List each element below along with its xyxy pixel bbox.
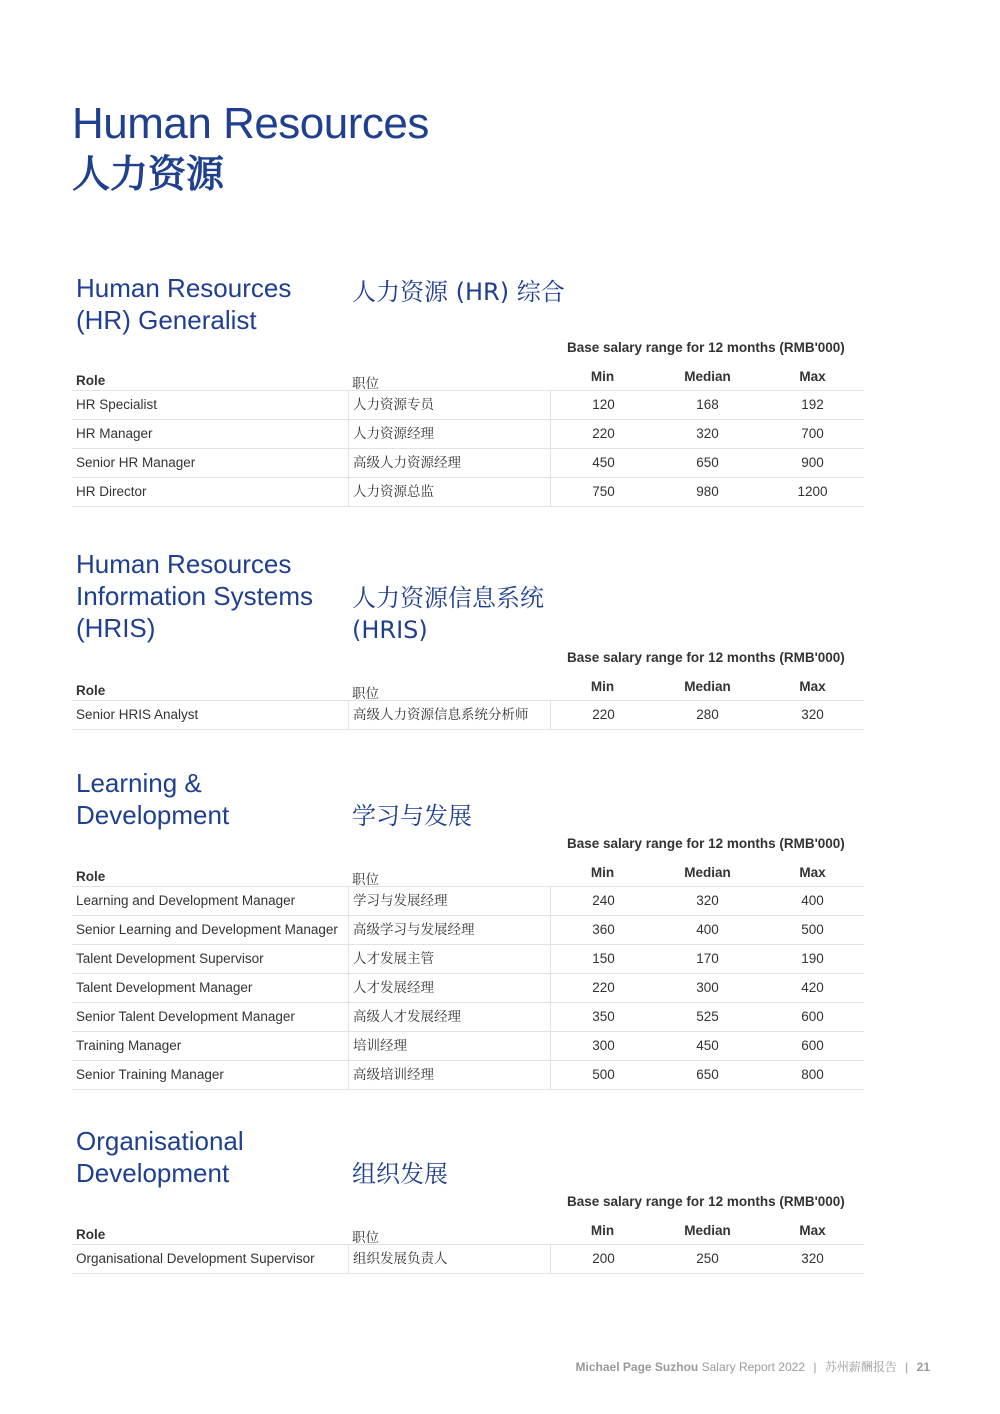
table-row: [72, 1245, 864, 1274]
section-title-chinese: 人力资源 (HR) 综合: [352, 278, 565, 306]
column-header-max: Max: [799, 369, 826, 384]
median-cell: 450: [696, 1038, 719, 1053]
max-cell: 800: [801, 1067, 824, 1082]
column-header-min: Min: [590, 369, 615, 384]
page-title: Human Resources: [72, 99, 429, 148]
table-row: [72, 449, 864, 478]
median-cell: 525: [696, 1009, 719, 1024]
role-cell: HR Specialist: [76, 397, 158, 412]
role-chinese-cell: 培训经理: [348, 1032, 555, 1060]
max-cell: 320: [801, 1251, 824, 1266]
role-cell: Senior Training Manager: [76, 1067, 224, 1082]
column-header-role: Role: [76, 683, 106, 698]
role-chinese-cell: 组织发展负责人: [348, 1245, 555, 1273]
max-cell: 700: [801, 426, 824, 441]
role-cell: Learning and Development Manager: [76, 893, 296, 908]
min-cell: 220: [550, 974, 656, 1002]
table-row: [72, 916, 864, 945]
max-cell: 1200: [797, 484, 828, 499]
min-cell: 750: [550, 478, 656, 506]
median-cell: 168: [696, 397, 719, 412]
salary-range-caption: Base salary range for 12 months (RMB'000): [567, 836, 845, 851]
role-chinese-cell: 高级人才发展经理: [348, 1003, 555, 1031]
max-cell: 500: [801, 922, 824, 937]
column-header-median: Median: [684, 865, 731, 880]
column-header-min: Min: [590, 679, 615, 694]
table-row: [72, 391, 864, 420]
max-cell: 420: [801, 980, 824, 995]
section-title-chinese: 学习与发展: [352, 802, 472, 830]
column-header-median: Median: [684, 369, 731, 384]
role-chinese-cell: 人才发展经理: [348, 974, 555, 1002]
salary-table: [72, 886, 864, 1090]
salary-table: [72, 700, 864, 730]
min-cell: 500: [550, 1061, 656, 1089]
page-title-chinese: 人力资源: [72, 152, 225, 196]
min-cell: 300: [550, 1032, 656, 1060]
section-title-chinese: 组织发展: [352, 1160, 448, 1188]
section-title: Human Resources (HR) Generalist: [76, 273, 292, 335]
column-header-role-chinese: 职位: [352, 1230, 379, 1246]
table-row: [72, 1003, 864, 1032]
column-header-min: Min: [590, 1223, 615, 1238]
table-row: [72, 1061, 864, 1090]
column-header-role: Role: [76, 869, 106, 884]
role-cell: Senior Talent Development Manager: [76, 1009, 295, 1024]
salary-table: [72, 1244, 864, 1274]
table-row: [72, 420, 864, 449]
footer-report-title-chinese: 苏州薪酬报告: [824, 1360, 897, 1374]
role-cell: Talent Development Manager: [76, 980, 253, 995]
role-chinese-cell: 人力资源专员: [348, 391, 555, 419]
max-cell: 900: [801, 455, 824, 470]
table-row: [72, 1032, 864, 1061]
column-header-max: Max: [799, 865, 826, 880]
column-header-max: Max: [799, 1223, 826, 1238]
section-title-chinese: 人力资源信息系统 (HRIS): [352, 584, 544, 644]
median-cell: 300: [696, 980, 719, 995]
role-chinese-cell: 学习与发展经理: [348, 887, 555, 915]
role-cell: HR Director: [76, 484, 147, 499]
salary-range-caption: Base salary range for 12 months (RMB'000): [567, 650, 845, 665]
section-title: Learning & Development: [76, 768, 230, 830]
min-cell: 120: [550, 391, 656, 419]
table-row: [72, 974, 864, 1003]
salary-range-caption: Base salary range for 12 months (RMB'000): [567, 1194, 845, 1209]
column-header-max: Max: [799, 679, 826, 694]
min-cell: 220: [550, 420, 656, 448]
column-header-role: Role: [76, 373, 106, 388]
role-cell: Senior HRIS Analyst: [76, 707, 199, 722]
footer-brand: Michael Page Suzhou: [575, 1360, 699, 1374]
max-cell: 600: [801, 1038, 824, 1053]
max-cell: 190: [801, 951, 824, 966]
max-cell: 600: [801, 1009, 824, 1024]
table-row: [72, 887, 864, 916]
min-cell: 150: [550, 945, 656, 973]
median-cell: 250: [696, 1251, 719, 1266]
role-cell: Senior Learning and Development Manager: [76, 922, 338, 937]
column-header-role-chinese: 职位: [352, 872, 379, 888]
column-header-median: Median: [684, 1223, 731, 1238]
role-chinese-cell: 人力资源经理: [348, 420, 555, 448]
section-title: Human Resources Information Systems (HRIS): [76, 549, 313, 643]
max-cell: 320: [801, 707, 824, 722]
role-cell: Organisational Development Supervisor: [76, 1251, 315, 1266]
column-header-min: Min: [590, 865, 615, 880]
min-cell: 350: [550, 1003, 656, 1031]
footer-report-title: Salary Report 2022: [701, 1360, 805, 1374]
column-header-role-chinese: 职位: [352, 376, 379, 392]
min-cell: 450: [550, 449, 656, 477]
role-chinese-cell: 人力资源总监: [348, 478, 555, 506]
median-cell: 650: [696, 1067, 719, 1082]
column-header-role-chinese: 职位: [352, 686, 379, 702]
salary-table: [72, 390, 864, 507]
page-number: 21: [916, 1360, 930, 1374]
median-cell: 320: [696, 426, 719, 441]
median-cell: 170: [696, 951, 719, 966]
footer-separator: |: [905, 1360, 909, 1374]
role-chinese-cell: 高级人力资源经理: [348, 449, 555, 477]
min-cell: 360: [550, 916, 656, 944]
page-footer: [576, 1358, 930, 1375]
role-cell: HR Manager: [76, 426, 153, 441]
table-row: [72, 701, 864, 730]
role-chinese-cell: 高级学习与发展经理: [348, 916, 555, 944]
median-cell: 320: [696, 893, 719, 908]
column-header-median: Median: [684, 679, 731, 694]
min-cell: 220: [550, 701, 656, 729]
median-cell: 400: [696, 922, 719, 937]
footer-separator: |: [813, 1360, 817, 1374]
role-cell: Talent Development Supervisor: [76, 951, 264, 966]
role-chinese-cell: 人才发展主管: [348, 945, 555, 973]
table-row: [72, 945, 864, 974]
median-cell: 650: [696, 455, 719, 470]
median-cell: 980: [696, 484, 719, 499]
section-title: Organisational Development: [76, 1126, 244, 1188]
min-cell: 200: [550, 1245, 656, 1273]
max-cell: 400: [801, 893, 824, 908]
role-chinese-cell: 高级培训经理: [348, 1061, 555, 1089]
column-header-role: Role: [76, 1227, 106, 1242]
role-cell: Senior HR Manager: [76, 455, 196, 470]
min-cell: 240: [550, 887, 656, 915]
salary-range-caption: Base salary range for 12 months (RMB'000): [567, 340, 845, 355]
role-chinese-cell: 高级人力资源信息系统分析师: [348, 701, 555, 729]
max-cell: 192: [801, 397, 824, 412]
table-row: [72, 478, 864, 507]
role-cell: Training Manager: [76, 1038, 182, 1053]
median-cell: 280: [696, 707, 719, 722]
